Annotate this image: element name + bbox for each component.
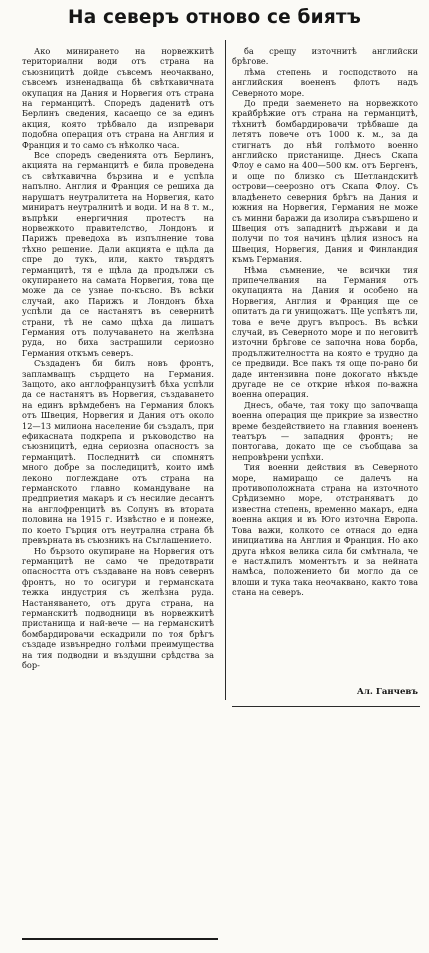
left-column-paragraph: Все споредъ сведенията отъ Берлинъ, акцията на германцитѣ е била проведена съ свѣткавична бързина и е успѣла напълно. Англия и Франция се решиха да нарушатъ неутралитета на Норвегия, като миниратъ неутралнитѣ и води. И на 8 т. м., въпрѣки енергичния протестъ на норвежкото правителство, Лондонъ и Парижъ преведоха въ изпълнение това тѣхно решение. Дали акцията е щѣла да спре до тукъ, или, както твърдятъ германцитѣ, тя е щѣла да продължи съ окупирането на самата Норвегия, това ще може да се узнае по-късно. Въ всѣки случай, ако Парижъ и Лондонъ бѣха успѣли да се настанятъ въ севернитѣ страни, тѣ не само щѣха да лишатъ Германия отъ получаването на желѣзна руда, но биха застрашили сериозно Германия откъмъ северъ. [22, 150, 214, 358]
right-column-paragraph: ба срещу източнитѣ английски брѣгове. [232, 46, 418, 67]
signature-rule [232, 706, 420, 707]
column-divider [225, 40, 226, 700]
left-column-paragraph: Но бързото окупиране на Норвегия отъ германцитѣ не само че предотврати опасността отъ създаване на новъ севернъ фронтъ, но то осигури и германската тежка индустрия съ желѣзна руда. Настаняването, отъ друга страна, на германскитѣ подводници въ норвежкитѣ пристанища и най-вече — на германскитѣ бомбардировачи ескадрили по тоя брѣгъ създаде извънредно голѣми преимущества на тия подводни и въздушни срѣдства за бор- [22, 545, 214, 670]
article-column-right [232, 46, 418, 694]
article-column-left [22, 46, 214, 936]
right-column-paragraph: лѣма степень и господството на английския воененъ флотъ надъ Северното море. [232, 66, 418, 98]
right-column-paragraph: До преди заеменето на норвежкото крайбрѣжие отъ страна на германцитѣ, тѣхнитѣ бомбардировачи трѣбваше да летятъ повече отъ 1000 к. м., за да стигнатъ до нѣй голѣмото военно английско пристанище. Днесъ Скапа Флоу е само на 400—500 км. отъ Бергенъ, и още по близко съ Шетландскитѣ острови—сеерозно отъ Скапа Флоу. Съ владѣенето северния брѣгъ на Дания и южния на Норвегия, Германия не може съ минни баражи да изолира съвършено и Швеция отъ западнитѣ държави и да получи по тоя начинъ цѣлия износъ на Швеция, Норвегия, Дания и Финландия къмъ Германия. [232, 98, 418, 265]
left-column-paragraph: Създаденъ би билъ новъ фронтъ, запламващъ сърдцето на Германия. Защото, ако англофранцузитѣ бѣха успѣли да се настанятъ въ Норвегия, създаването на единъ врѣмдебенъ на Германия блокъ отъ Швеция, Норвегия и Дания отъ около 12—13 милиона население би създалъ, при ефикасната подкрепа и ръководство на съюзницитѣ, една сериозна опасностъ за германцитѣ. Последнитѣ си спомнятъ много добре за последицитѣ, които имѣ леконо поглеждане отъ страна на германското главно командуване на предприетия макаръ и съ несилие десантъ на англофренцитѣ въ Солунъ въ втората половина на 1915 г. Извѣстно е и понеже, по което Гърция отъ неутрална страна бѣ превърната въ съюзникъ на Съглашението. [22, 358, 214, 546]
bottom-rule [22, 938, 218, 940]
right-column-paragraph: Днесъ, обаче, тая току що започваща военна операция ще прикрие за известно време бездействието на главния воененъ театъръ — западния фронтъ; не понтогава, докато ще се съобщава за непровѣрени успѣхи. [232, 399, 418, 462]
right-column-paragraph: Нѣма съмнение, че всички тия припечелвания на Германия отъ окупацията на Дания и особено на Норвегия, Англия и Франция ще се опитатъ да ги унищожатъ. Ще успѣятъ ли, това е вече другъ въпросъ. Въ всѣки случай, въ Северното море и по неговитѣ източни брѣгове се започна нова борба, продължителността на която е трудно да се предвиди. Все пакъ тя още по-рано би даде интензивна поне докогато нѣкъде другаде не се открие нѣкоя по-важна военна операция. [232, 264, 418, 400]
left-column-paragraph: Ако минирането на норвежкитѣ териториални води отъ страна на съюзницитѣ дойде съвсемъ неочаквано, съвсемъ изненадваща бѣ свѣткавичната окупация на Дания и Норвегия отъ страна на германцитѣ. Споредъ даденитѣ отъ Берлинъ сведения, касаещо се за единъ акция, която трѣбвало да изпревари подобна операция отъ страна на Англия и Франция и то само съ нѣколко часа. [22, 46, 214, 150]
article-headline: На северъ отново се биятъ [68, 7, 361, 28]
right-column-paragraph: Тия военни действия въ Северното море, намиращо се далечъ на противоположната страна на източното Срѣдиземно море, отстраняватъ до известна степень, временно макаръ, една военна акция и въ Юго източна Европа. Това важи, колкото се отнася до една инициатива на Англия и Франция. Но ако друга нѣкоя велика сила би смѣтнала, че е настѫпилъ моментътъ и за нейната намѣса, положението би могло да се влоши и тука така неочаквано, както това стана на северъ. [232, 462, 418, 598]
author-signature: Ал. Ганчевъ [356, 687, 418, 697]
